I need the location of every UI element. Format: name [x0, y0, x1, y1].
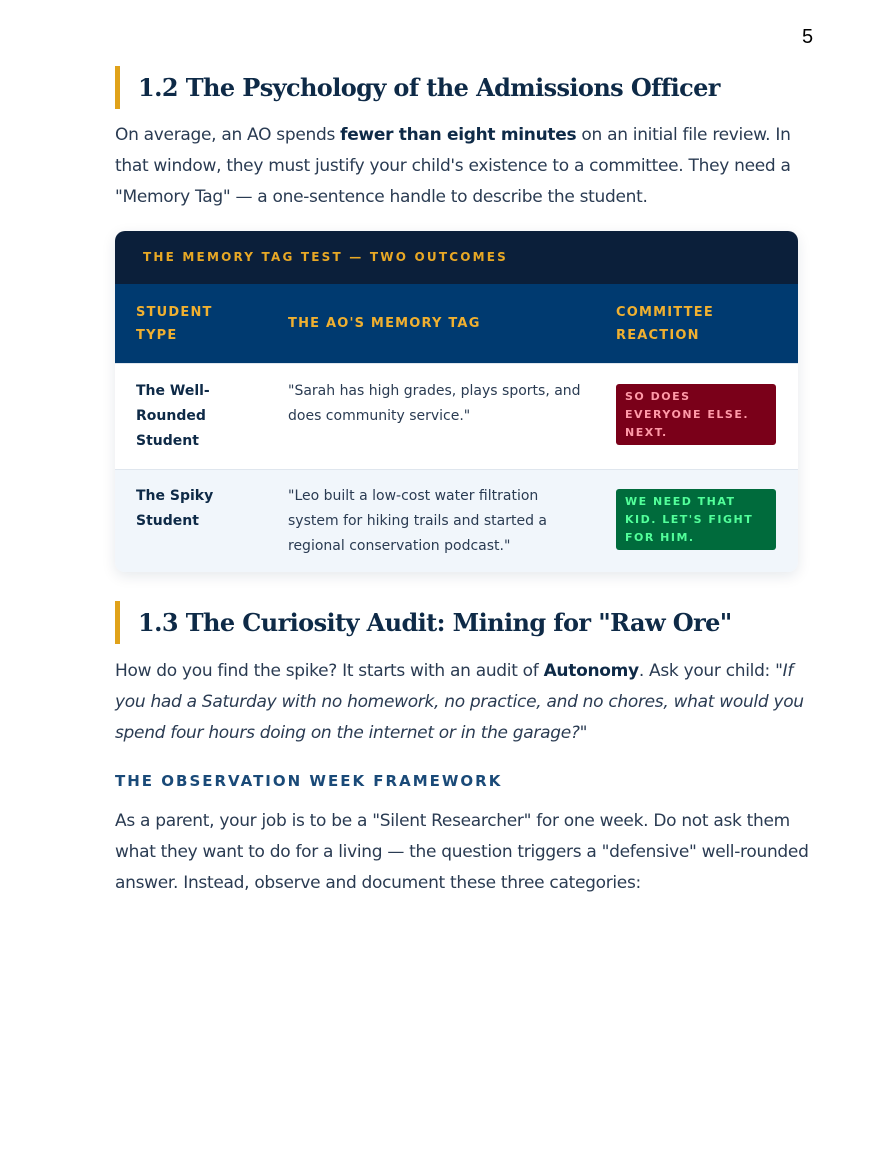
- header-committee-reaction: COMMITTEE REACTION: [616, 305, 714, 343]
- section-heading-1-2: 1.2 The Psychology of the Admissions Officer: [115, 66, 720, 109]
- paragraph-text: On average, an AO spends: [115, 125, 341, 145]
- page-number: 5: [802, 26, 814, 48]
- paragraph-observation: As a parent, your job is to be a "Silent Researcher" for one week. Do not ask them what they want to do for a living — the question triggers a "defensive" well-rounded answer. Instead, observe and document these three categories:: [115, 811, 809, 893]
- paragraph-bold: Autonomy: [543, 661, 639, 681]
- paragraph-1-2: [115, 120, 815, 213]
- reaction-badge-accept: WE NEED THAT KID. LET'S FIGHT FOR HIM.: [616, 489, 776, 550]
- paragraph-text: How do you find the spike? It starts with an audit of: [115, 661, 544, 681]
- table-row: [115, 469, 798, 572]
- cell-student-type: The Well-Rounded Student: [136, 383, 210, 449]
- cell-memory-tag: "Sarah has high grades, plays sports, and does community service.": [288, 383, 581, 424]
- table-row: [115, 363, 798, 469]
- paragraph-text: . Ask your child:: [638, 661, 776, 681]
- memory-tag-table: [115, 231, 798, 572]
- header-memory-tag: THE AO'S MEMORY TAG: [288, 316, 481, 331]
- header-student-type: STUDENT TYPE: [136, 305, 213, 343]
- reaction-badge-reject: SO DOES EVERYONE ELSE. NEXT.: [616, 384, 776, 445]
- paragraph-1-3: [115, 656, 815, 749]
- section-heading-1-3: 1.3 The Curiosity Audit: Mining for "Raw Ore": [115, 601, 732, 644]
- table-title: THE MEMORY TAG TEST — TWO OUTCOMES: [115, 231, 798, 284]
- paragraph-italic-question: "If you had a Saturday with no homework, no practice, and no chores, what would you spend four hours doing on the internet or in the garage?": [115, 661, 804, 743]
- cell-student-type: The Spiky Student: [136, 488, 214, 529]
- paragraph-bold: fewer than eight minutes: [340, 125, 577, 145]
- subheading-observation-week: THE OBSERVATION WEEK FRAMEWORK: [115, 772, 503, 790]
- table-header: [115, 284, 798, 363]
- paragraph-text: on an initial file review. In that window, they must justify your child's existence to a committee. They need a "Memory Tag" — a one-sentence handle to describe the student.: [115, 125, 791, 207]
- cell-memory-tag: "Leo built a low-cost water filtration system for hiking trails and started a regional conservation podcast.": [288, 488, 548, 554]
